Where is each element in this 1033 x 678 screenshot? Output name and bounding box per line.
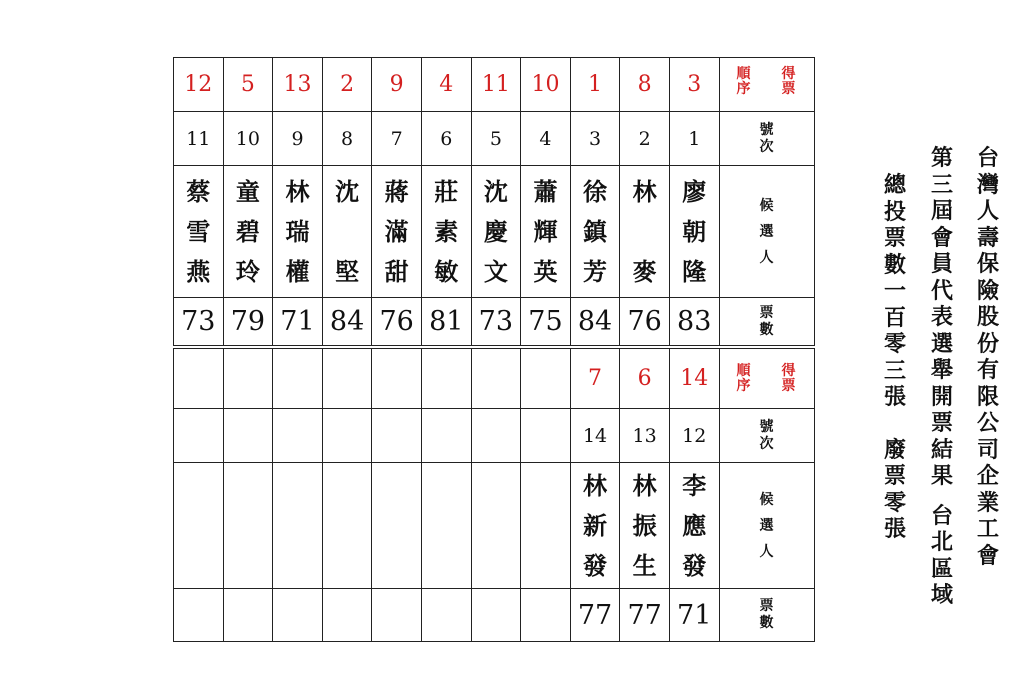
number-cell: 6	[421, 112, 471, 166]
candidate-name	[372, 463, 422, 589]
vote-count: 71	[669, 589, 719, 642]
votes-header-char: 票	[759, 304, 774, 321]
number-cell	[174, 409, 224, 463]
number-cell: 3	[570, 112, 620, 166]
candidate-name: 蕭 輝 英	[521, 166, 571, 298]
votes-header	[719, 298, 814, 346]
candidate-name: 莊 素 敏	[421, 166, 471, 298]
vote-count	[273, 589, 323, 642]
candidate-name	[223, 463, 273, 589]
votes-header-char: 票	[759, 598, 774, 614]
vote-count: 77	[570, 589, 620, 642]
candidate-name: 李 應 發	[669, 463, 719, 589]
vote-count: 77	[620, 589, 670, 642]
results-table-bottom	[173, 348, 815, 642]
number-cell	[223, 409, 273, 463]
vote-count: 83	[669, 298, 719, 346]
number-cell: 5	[471, 112, 521, 166]
number-cell	[322, 409, 372, 463]
candidate-header	[719, 463, 814, 589]
vote-count: 73	[471, 298, 521, 346]
rank-cell	[372, 349, 422, 409]
number-cell: 2	[620, 112, 670, 166]
number-cell	[421, 409, 471, 463]
candidate-header	[719, 166, 814, 298]
votes-row	[174, 298, 815, 346]
name-row	[174, 166, 815, 298]
results-table-top	[173, 57, 815, 346]
candidate-name: 蔡 雪 燕	[174, 166, 224, 298]
number-row	[174, 409, 815, 463]
vote-count	[223, 589, 273, 642]
vote-count: 76	[372, 298, 422, 346]
rank-header-char: 順	[736, 363, 751, 379]
votes-header-char: 數	[759, 615, 774, 631]
ballot-summary: 總 投 票 數 一 百 零 三 張 廢 票 零 張	[883, 172, 906, 542]
candidate-name: 徐 鎮 芳	[570, 166, 620, 298]
number-cell: 12	[669, 409, 719, 463]
rank-cell: 11	[471, 58, 521, 112]
number-header-char: 號	[759, 121, 774, 138]
number-header	[719, 112, 814, 166]
rank-cell	[322, 349, 372, 409]
candidate-header-char: 選	[759, 517, 774, 534]
rank-row	[174, 349, 815, 409]
vote-count: 81	[421, 298, 471, 346]
rank-header-char: 序	[736, 378, 751, 394]
number-cell: 11	[174, 112, 224, 166]
number-cell: 1	[669, 112, 719, 166]
number-header-char: 次	[759, 435, 774, 452]
number-header-char: 次	[759, 138, 774, 155]
candidate-name	[273, 463, 323, 589]
rank-cell: 2	[322, 58, 372, 112]
candidate-name: 廖 朝 隆	[669, 166, 719, 298]
candidate-name: 童 碧 玲	[223, 166, 273, 298]
candidate-header-char: 候	[759, 491, 774, 508]
number-cell: 14	[570, 409, 620, 463]
candidate-name: 林 麥	[620, 166, 670, 298]
candidate-name: 沈 堅	[322, 166, 372, 298]
vote-count: 71	[273, 298, 323, 346]
rank-cell: 1	[570, 58, 620, 112]
candidate-name	[521, 463, 571, 589]
vote-count: 84	[322, 298, 372, 346]
number-cell: 8	[322, 112, 372, 166]
number-cell: 7	[372, 112, 422, 166]
number-row	[174, 112, 815, 166]
rank-cell	[521, 349, 571, 409]
vote-count: 84	[570, 298, 620, 346]
candidate-name	[471, 463, 521, 589]
rank-cell: 7	[570, 349, 620, 409]
rank-cell: 5	[223, 58, 273, 112]
name-row	[174, 463, 815, 589]
vote-count	[174, 589, 224, 642]
rank-header	[719, 58, 814, 112]
candidate-name	[174, 463, 224, 589]
candidate-header-char: 人	[759, 249, 774, 266]
rank-row	[174, 58, 815, 112]
number-cell: 4	[521, 112, 571, 166]
rank-header-char: 票	[781, 81, 796, 97]
vote-count: 76	[620, 298, 670, 346]
number-header	[719, 409, 814, 463]
rank-header-char: 票	[781, 378, 796, 394]
vote-count	[421, 589, 471, 642]
number-cell	[372, 409, 422, 463]
candidate-name	[322, 463, 372, 589]
rank-header-char: 序	[736, 81, 751, 97]
rank-cell: 4	[421, 58, 471, 112]
candidate-header-char: 人	[759, 543, 774, 560]
rank-cell	[174, 349, 224, 409]
vote-count	[521, 589, 571, 642]
candidate-name: 林 瑞 權	[273, 166, 323, 298]
candidate-name: 蔣 滿 甜	[372, 166, 422, 298]
rank-header-char: 順	[736, 66, 751, 82]
vote-count	[471, 589, 521, 642]
number-cell: 10	[223, 112, 273, 166]
candidate-header-char: 選	[759, 223, 774, 240]
rank-cell: 9	[372, 58, 422, 112]
candidate-name	[421, 463, 471, 589]
number-cell: 9	[273, 112, 323, 166]
candidate-name: 林 新 發	[570, 463, 620, 589]
rank-cell: 13	[273, 58, 323, 112]
rank-cell	[223, 349, 273, 409]
rank-cell: 6	[620, 349, 670, 409]
votes-row	[174, 589, 815, 642]
candidate-name: 林 振 生	[620, 463, 670, 589]
vote-count: 79	[223, 298, 273, 346]
rank-header-char: 得	[781, 66, 796, 82]
vote-count	[372, 589, 422, 642]
rank-header-char: 得	[781, 363, 796, 379]
rank-header	[719, 349, 814, 409]
rank-cell: 3	[669, 58, 719, 112]
number-cell: 13	[620, 409, 670, 463]
votes-header	[719, 589, 814, 642]
number-cell	[273, 409, 323, 463]
number-cell	[521, 409, 571, 463]
union-title: 台 灣 人 壽 保 險 股 份 有 限 公 司 企 業 工 會	[976, 145, 999, 569]
rank-cell: 12	[174, 58, 224, 112]
rank-cell	[273, 349, 323, 409]
rank-cell	[421, 349, 471, 409]
candidate-header-char: 候	[759, 197, 774, 214]
rank-cell	[471, 349, 521, 409]
rank-cell: 14	[669, 349, 719, 409]
number-header-char: 號	[759, 418, 774, 435]
votes-header-char: 數	[759, 321, 774, 338]
election-result-title: 第 三 屆 會 員 代 表 選 舉 開 票 結 果 台 北 區 域	[930, 145, 953, 608]
vote-count: 75	[521, 298, 571, 346]
number-cell	[471, 409, 521, 463]
vote-count	[322, 589, 372, 642]
rank-cell: 10	[521, 58, 571, 112]
rank-cell: 8	[620, 58, 670, 112]
candidate-name: 沈 慶 文	[471, 166, 521, 298]
vote-count: 73	[174, 298, 224, 346]
